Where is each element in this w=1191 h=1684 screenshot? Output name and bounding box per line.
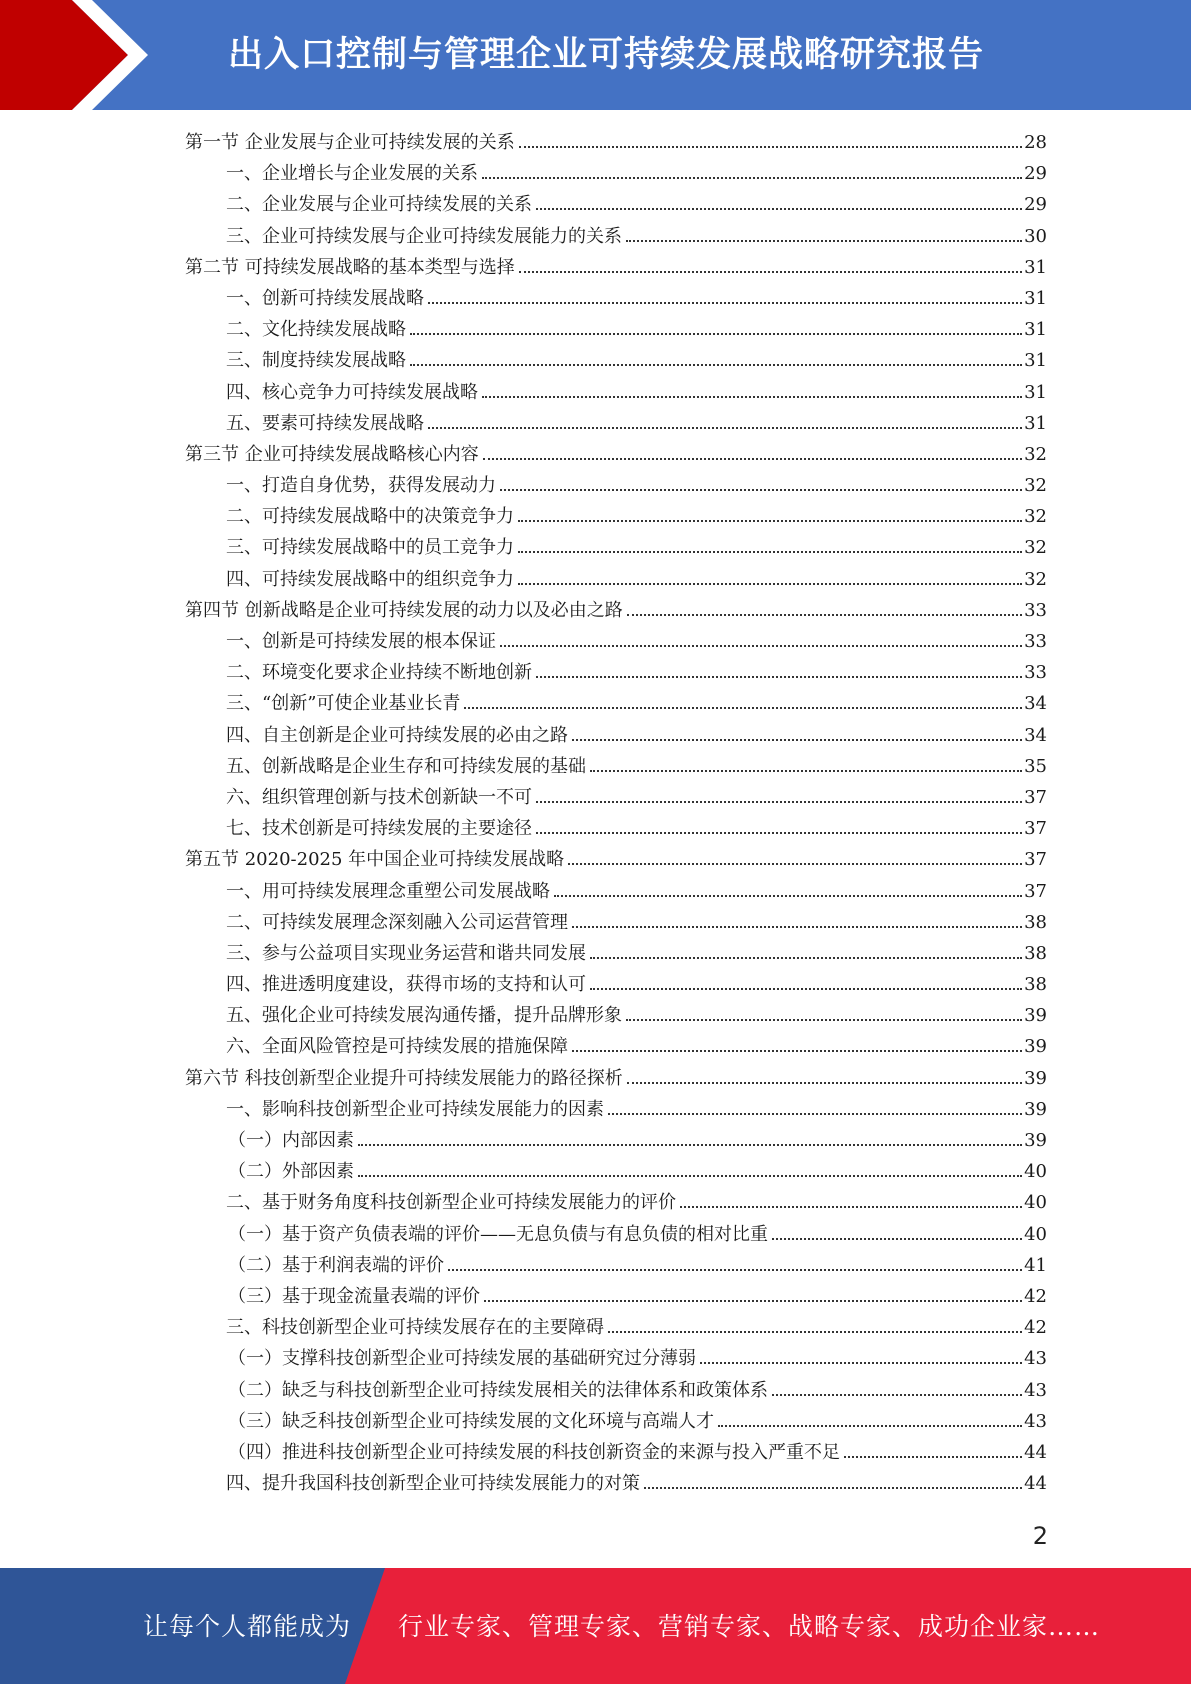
toc-dot-leader [572, 739, 1022, 741]
toc-entry-label: 一、打造自身优势，获得发展动力 [226, 475, 496, 497]
toc-entry[interactable] [185, 1344, 1047, 1375]
toc-entry[interactable] [185, 1001, 1047, 1032]
toc-entry[interactable] [185, 752, 1047, 783]
toc-entry[interactable] [185, 440, 1047, 471]
toc-entry-page: 31 [1024, 287, 1047, 309]
toc-entry-page: 31 [1024, 381, 1047, 403]
toc-entry-page: 40 [1024, 1223, 1047, 1245]
toc-entry[interactable] [185, 596, 1047, 627]
toc-entry-page: 43 [1024, 1410, 1047, 1432]
footer-banner [0, 1568, 1191, 1684]
toc-entry-label: 第六节 科技创新型企业提升可持续发展能力的路径探析 [185, 1067, 623, 1089]
toc-entry[interactable] [185, 1064, 1047, 1095]
toc-entry-label: 三、企业可持续发展与企业可持续发展能力的关系 [226, 225, 622, 247]
toc-dot-leader [358, 1175, 1022, 1177]
toc-entry-label: 五、强化企业可持续发展沟通传播，提升品牌形象 [226, 1005, 622, 1027]
toc-dot-leader [590, 957, 1022, 959]
toc-entry-page: 31 [1024, 412, 1047, 434]
toc-dot-leader [519, 271, 1022, 273]
toc-entry[interactable] [185, 315, 1047, 346]
toc-dot-leader [519, 146, 1022, 148]
toc-dot-leader [482, 396, 1022, 398]
toc-entry[interactable] [185, 721, 1047, 752]
toc-entry-label: （一）基于资产负债表端的评价——无息负债与有息负债的相对比重 [228, 1223, 768, 1245]
toc-entry-page: 42 [1024, 1317, 1047, 1339]
toc-dot-leader [464, 707, 1022, 709]
toc-entry[interactable] [185, 409, 1047, 440]
toc-entry[interactable] [185, 502, 1047, 533]
toc-entry-label: 三、可持续发展战略中的员工竞争力 [226, 537, 514, 559]
toc-entry-page: 31 [1024, 350, 1047, 372]
header-arrow-decoration [0, 0, 160, 110]
toc-entry[interactable] [185, 783, 1047, 814]
toc-entry-label: （二）外部因素 [228, 1161, 354, 1183]
toc-dot-leader [700, 1362, 1022, 1364]
toc-entry-page: 32 [1024, 475, 1047, 497]
toc-entry-page: 39 [1024, 1067, 1047, 1089]
toc-entry-label: 四、可持续发展战略中的组织竞争力 [226, 568, 514, 590]
toc-dot-leader [572, 926, 1022, 928]
toc-entry-label: 三、“创新”可使企业基业长青 [226, 693, 461, 715]
toc-entry-label: 第三节 企业可持续发展战略核心内容 [185, 443, 479, 465]
toc-entry-label: （一）支撑科技创新型企业可持续发展的基础研究过分薄弱 [228, 1348, 696, 1370]
toc-entry-page: 37 [1024, 849, 1047, 871]
toc-entry-label: 四、自主创新是企业可持续发展的必由之路 [226, 724, 568, 746]
toc-dot-leader [644, 1487, 1022, 1489]
toc-entry-label: （三）基于现金流量表端的评价 [228, 1285, 480, 1307]
toc-dot-leader [428, 427, 1022, 429]
header-banner [0, 0, 1191, 110]
toc-entry-label: 第一节 企业发展与企业可持续发展的关系 [185, 132, 515, 153]
toc-entry-page: 32 [1024, 568, 1047, 590]
toc-dot-leader [483, 458, 1022, 460]
toc-dot-leader [627, 1082, 1022, 1084]
toc-entry[interactable] [185, 346, 1047, 377]
toc-dot-leader [358, 1144, 1022, 1146]
toc-entry[interactable] [185, 565, 1047, 596]
toc-dot-leader [572, 1050, 1022, 1052]
toc-entry[interactable] [185, 1469, 1047, 1500]
toc-entry-page: 37 [1024, 786, 1047, 808]
toc-dot-leader [518, 520, 1022, 522]
toc-entry[interactable] [185, 627, 1047, 658]
toc-dot-leader [482, 177, 1022, 179]
toc-entry-page: 39 [1024, 1036, 1047, 1058]
toc-entry-label: 一、创新是可持续发展的根本保证 [226, 631, 496, 652]
toc-entry-page: 43 [1024, 1348, 1047, 1370]
toc-dot-leader [518, 551, 1022, 553]
toc-dot-leader [554, 895, 1022, 897]
toc-dot-leader [590, 770, 1022, 772]
toc-entry-label: （二）基于利润表端的评价 [228, 1254, 444, 1276]
toc-entry-page: 34 [1024, 693, 1047, 715]
toc-dot-leader [772, 1238, 1022, 1240]
toc-dot-leader [608, 1113, 1022, 1115]
toc-entry[interactable] [185, 1282, 1047, 1313]
toc-dot-leader [626, 1019, 1022, 1021]
toc-entry-label: 四、推进透明度建设，获得市场的支持和认可 [226, 974, 586, 996]
toc-entry-page: 29 [1024, 194, 1047, 216]
toc-entry[interactable] [185, 471, 1047, 502]
toc-dot-leader [626, 240, 1022, 242]
toc-entry-label: 五、创新战略是企业生存和可持续发展的基础 [226, 755, 586, 777]
toc-entry[interactable] [185, 284, 1047, 315]
toc-entry-label: 七、技术创新是可持续发展的主要途径 [226, 818, 532, 840]
toc-dot-leader [536, 676, 1022, 678]
toc-dot-leader [484, 1300, 1022, 1302]
toc-entry-label: 二、环境变化要求企业持续不断地创新 [226, 662, 532, 684]
toc-dot-leader [590, 988, 1022, 990]
toc-dot-leader [772, 1394, 1022, 1396]
toc-entry-label: 三、参与公益项目实现业务运营和谐共同发展 [226, 942, 586, 964]
toc-entry[interactable] [185, 908, 1047, 939]
toc-entry-label: （三）缺乏科技创新型企业可持续发展的文化环境与高端人才 [228, 1410, 714, 1432]
toc-entry-page: 42 [1024, 1285, 1047, 1307]
toc-entry-page: 44 [1024, 1473, 1047, 1495]
toc-dot-leader [536, 801, 1022, 803]
toc-entry-page: 41 [1024, 1254, 1047, 1276]
toc-entry[interactable] [185, 190, 1047, 221]
toc-entry-label: （二）缺乏与科技创新型企业可持续发展相关的法律体系和政策体系 [228, 1379, 768, 1401]
toc-dot-leader [844, 1456, 1022, 1458]
toc-entry-page: 33 [1024, 662, 1047, 684]
toc-dot-leader [518, 583, 1022, 585]
toc-entry-label: 二、企业发展与企业可持续发展的关系 [226, 194, 532, 216]
toc-entry-label: 一、影响科技创新型企业可持续发展能力的因素 [226, 1098, 604, 1120]
toc-entry[interactable] [185, 1220, 1047, 1251]
table-of-contents [185, 128, 1047, 1500]
toc-entry-page: 38 [1024, 942, 1047, 964]
toc-entry-label: 第四节 创新战略是企业可持续发展的动力以及必由之路 [185, 599, 623, 621]
toc-entry[interactable] [185, 1157, 1047, 1188]
toc-entry-page: 28 [1024, 132, 1047, 153]
toc-entry-page: 29 [1024, 163, 1047, 185]
toc-entry-page: 33 [1024, 599, 1047, 621]
toc-entry[interactable] [185, 689, 1047, 720]
footer-slogan-left: 让每个人都能成为 [143, 1612, 352, 1641]
toc-entry-page: 32 [1024, 443, 1047, 465]
toc-entry-page: 32 [1024, 506, 1047, 528]
toc-entry-page: 44 [1024, 1441, 1047, 1463]
toc-dot-leader [718, 1425, 1022, 1427]
toc-entry-label: 二、基于财务角度科技创新型企业可持续发展能力的评价 [226, 1192, 676, 1214]
toc-entry-label: （四）推进科技创新型企业可持续发展的科技创新资金的来源与投入严重不足 [228, 1441, 840, 1463]
toc-entry-label: 二、可持续发展理念深刻融入公司运营管理 [226, 911, 568, 933]
toc-dot-leader [627, 614, 1022, 616]
toc-entry-label: 一、用可持续发展理念重塑公司发展战略 [226, 880, 550, 902]
toc-entry-page: 32 [1024, 537, 1047, 559]
toc-entry[interactable] [185, 1438, 1047, 1469]
report-title: 出入口控制与管理企业可持续发展战略研究报告 [228, 35, 985, 75]
toc-dot-leader [410, 364, 1022, 366]
toc-entry-page: 33 [1024, 631, 1047, 652]
toc-entry[interactable] [185, 222, 1047, 253]
toc-entry[interactable] [185, 1188, 1047, 1219]
toc-entry-page: 31 [1024, 256, 1047, 278]
toc-entry-label: 二、文化持续发展战略 [226, 319, 406, 341]
toc-entry-page: 31 [1024, 319, 1047, 341]
toc-entry[interactable] [185, 814, 1047, 845]
toc-entry[interactable] [185, 845, 1047, 876]
toc-dot-leader [680, 1206, 1022, 1208]
toc-entry-page: 37 [1024, 880, 1047, 902]
toc-entry-page: 39 [1024, 1005, 1047, 1027]
toc-entry-page: 38 [1024, 911, 1047, 933]
toc-entry[interactable] [185, 533, 1047, 564]
toc-entry-label: 三、制度持续发展战略 [226, 350, 406, 372]
toc-entry-label: 四、核心竞争力可持续发展战略 [226, 381, 478, 403]
page-number: 2 [1032, 1522, 1048, 1550]
toc-entry-page: 34 [1024, 724, 1047, 746]
toc-entry-label: （一）内部因素 [228, 1130, 354, 1151]
toc-dot-leader [536, 208, 1022, 210]
toc-dot-leader [500, 489, 1022, 491]
toc-dot-leader [428, 302, 1022, 304]
toc-entry-page: 39 [1024, 1098, 1047, 1120]
toc-entry[interactable] [185, 970, 1047, 1001]
toc-entry-page: 39 [1024, 1130, 1047, 1151]
toc-entry-label: 六、全面风险管控是可持续发展的措施保障 [226, 1036, 568, 1058]
toc-entry-label: 三、科技创新型企业可持续发展存在的主要障碍 [226, 1317, 604, 1339]
toc-entry-label: 一、创新可持续发展战略 [226, 287, 424, 309]
toc-entry[interactable] [185, 877, 1047, 908]
toc-entry-label: 第二节 可持续发展战略的基本类型与选择 [185, 256, 515, 278]
toc-entry[interactable] [185, 658, 1047, 689]
toc-entry-label: 一、企业增长与企业发展的关系 [226, 163, 478, 185]
toc-entry-page: 38 [1024, 974, 1047, 996]
toc-entry[interactable] [185, 1407, 1047, 1438]
toc-entry[interactable] [185, 1095, 1047, 1126]
toc-entry-page: 35 [1024, 755, 1047, 777]
toc-entry[interactable] [185, 128, 1047, 159]
toc-entry[interactable] [185, 378, 1047, 409]
toc-entry-label: 五、要素可持续发展战略 [226, 412, 424, 434]
toc-entry[interactable] [185, 1251, 1047, 1282]
toc-dot-leader [536, 832, 1022, 834]
toc-entry[interactable] [185, 253, 1047, 284]
toc-entry[interactable] [185, 1126, 1047, 1157]
toc-entry-page: 37 [1024, 818, 1047, 840]
toc-entry-label: 六、组织管理创新与技术创新缺一不可 [226, 786, 532, 808]
toc-entry-page: 43 [1024, 1379, 1047, 1401]
toc-entry-page: 30 [1024, 225, 1047, 247]
toc-dot-leader [608, 1331, 1022, 1333]
toc-dot-leader [448, 1269, 1022, 1271]
toc-dot-leader [568, 863, 1022, 865]
toc-entry[interactable] [185, 1376, 1047, 1407]
toc-dot-leader [410, 333, 1022, 335]
toc-entry[interactable] [185, 159, 1047, 190]
toc-entry[interactable] [185, 939, 1047, 970]
toc-entry-label: 第五节 2020-2025 年中国企业可持续发展战略 [185, 849, 565, 871]
toc-dot-leader [500, 645, 1022, 647]
toc-entry[interactable] [185, 1313, 1047, 1344]
toc-entry[interactable] [185, 1032, 1047, 1063]
toc-entry-label: 二、可持续发展战略中的决策竞争力 [226, 506, 514, 528]
toc-entry-label: 四、提升我国科技创新型企业可持续发展能力的对策 [226, 1473, 640, 1495]
toc-entry-page: 40 [1024, 1192, 1047, 1214]
footer-slogan-right: 行业专家、管理专家、营销专家、战略专家、成功企业家…… [398, 1612, 1101, 1641]
toc-entry-page: 40 [1024, 1161, 1047, 1183]
